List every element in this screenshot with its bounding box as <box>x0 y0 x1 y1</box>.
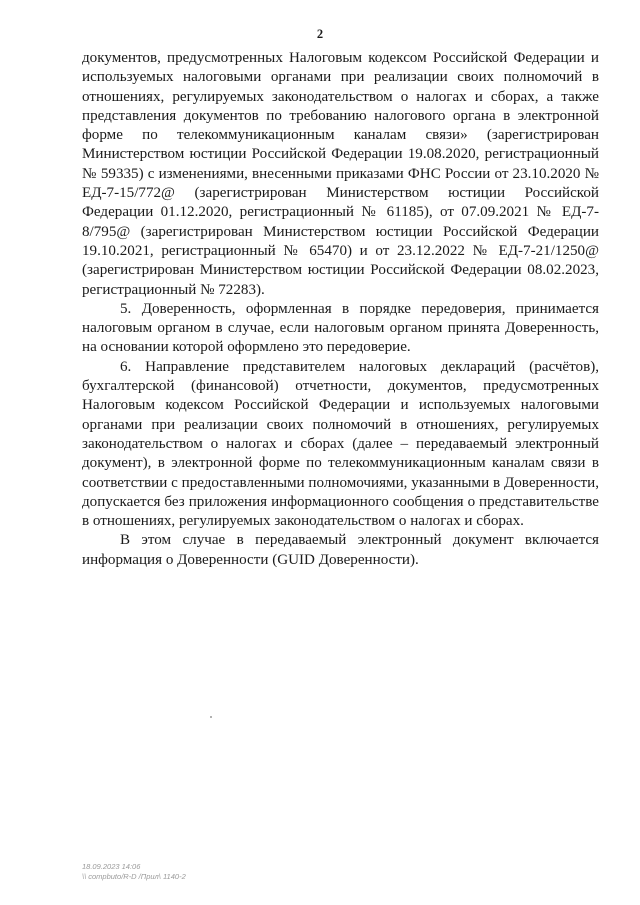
document-body <box>82 49 599 570</box>
page-number: 2 <box>316 27 324 41</box>
paragraph-6: 6. Направление представителем налоговых деклараций (расчётов), бухгалтерской (финансовой) отчетности, документов, предусмотренных Налоговым кодексом Российской Федерации и используемых налоговыми органами при реализации своих полномочий в отношениях, регулируемых законодательством о налогах и сборах (далее – передаваемый электронный документ), в электронной форме по телекоммуникационным каналам связи в соответствии с предоставленными полномочиями, указанными в Доверенности, допускается без приложения информационного сообщения о представительстве в отношениях, регулируемых законодательством о налогах и сборах. <box>82 358 599 530</box>
footer-timestamp: 18.09.2023 14:06 <box>82 862 141 871</box>
footer-file-path: \\ compbuto/R-D /Прил\ 1140-2 <box>82 872 186 881</box>
paragraph-continuation: документов, предусмотренных Налоговым кодексом Российской Федерации и используемых налоговыми органами при реализации своих полномочий в отношениях, регулируемых законодательством о налогах и сборах, а также представления документов по требованию налогового органа в электронной форме по телекоммуникационным каналам связи» (зарегистрирован Министерством юстиции Российской Федерации 19.08.2020, регистрационный № 59335) с изменениями, внесенными приказами ФНС России от 23.10.2020 № ЕД-7-15/772@ (зарегистрирован Министерством юстиции Российской Федерации 01.12.2020, регистрационный № 61185), от 07.09.2021 № ЕД-7-8/795@ (зарегистрирован Министерством юстиции Российской Федерации 19.10.2021, регистрационный № 65470) и от 23.12.2022 № ЕД-7-21/1250@ (зарегистрирован Министерством юстиции Российской Федерации 08.02.2023, регистрационный № 72283). <box>82 50 599 298</box>
paragraph-6-continuation: В этом случае в передаваемый электронный документ включается информация о Доверенности (GUID Доверенности). <box>82 532 599 568</box>
footer-stamp <box>82 862 186 882</box>
scan-speck <box>210 716 212 718</box>
paragraph-5: 5. Доверенность, оформленная в порядке передоверия, принимается налоговым органом в случае, если налоговым органом принята Доверенность, на основании которой оформлено это передоверие. <box>82 300 599 356</box>
